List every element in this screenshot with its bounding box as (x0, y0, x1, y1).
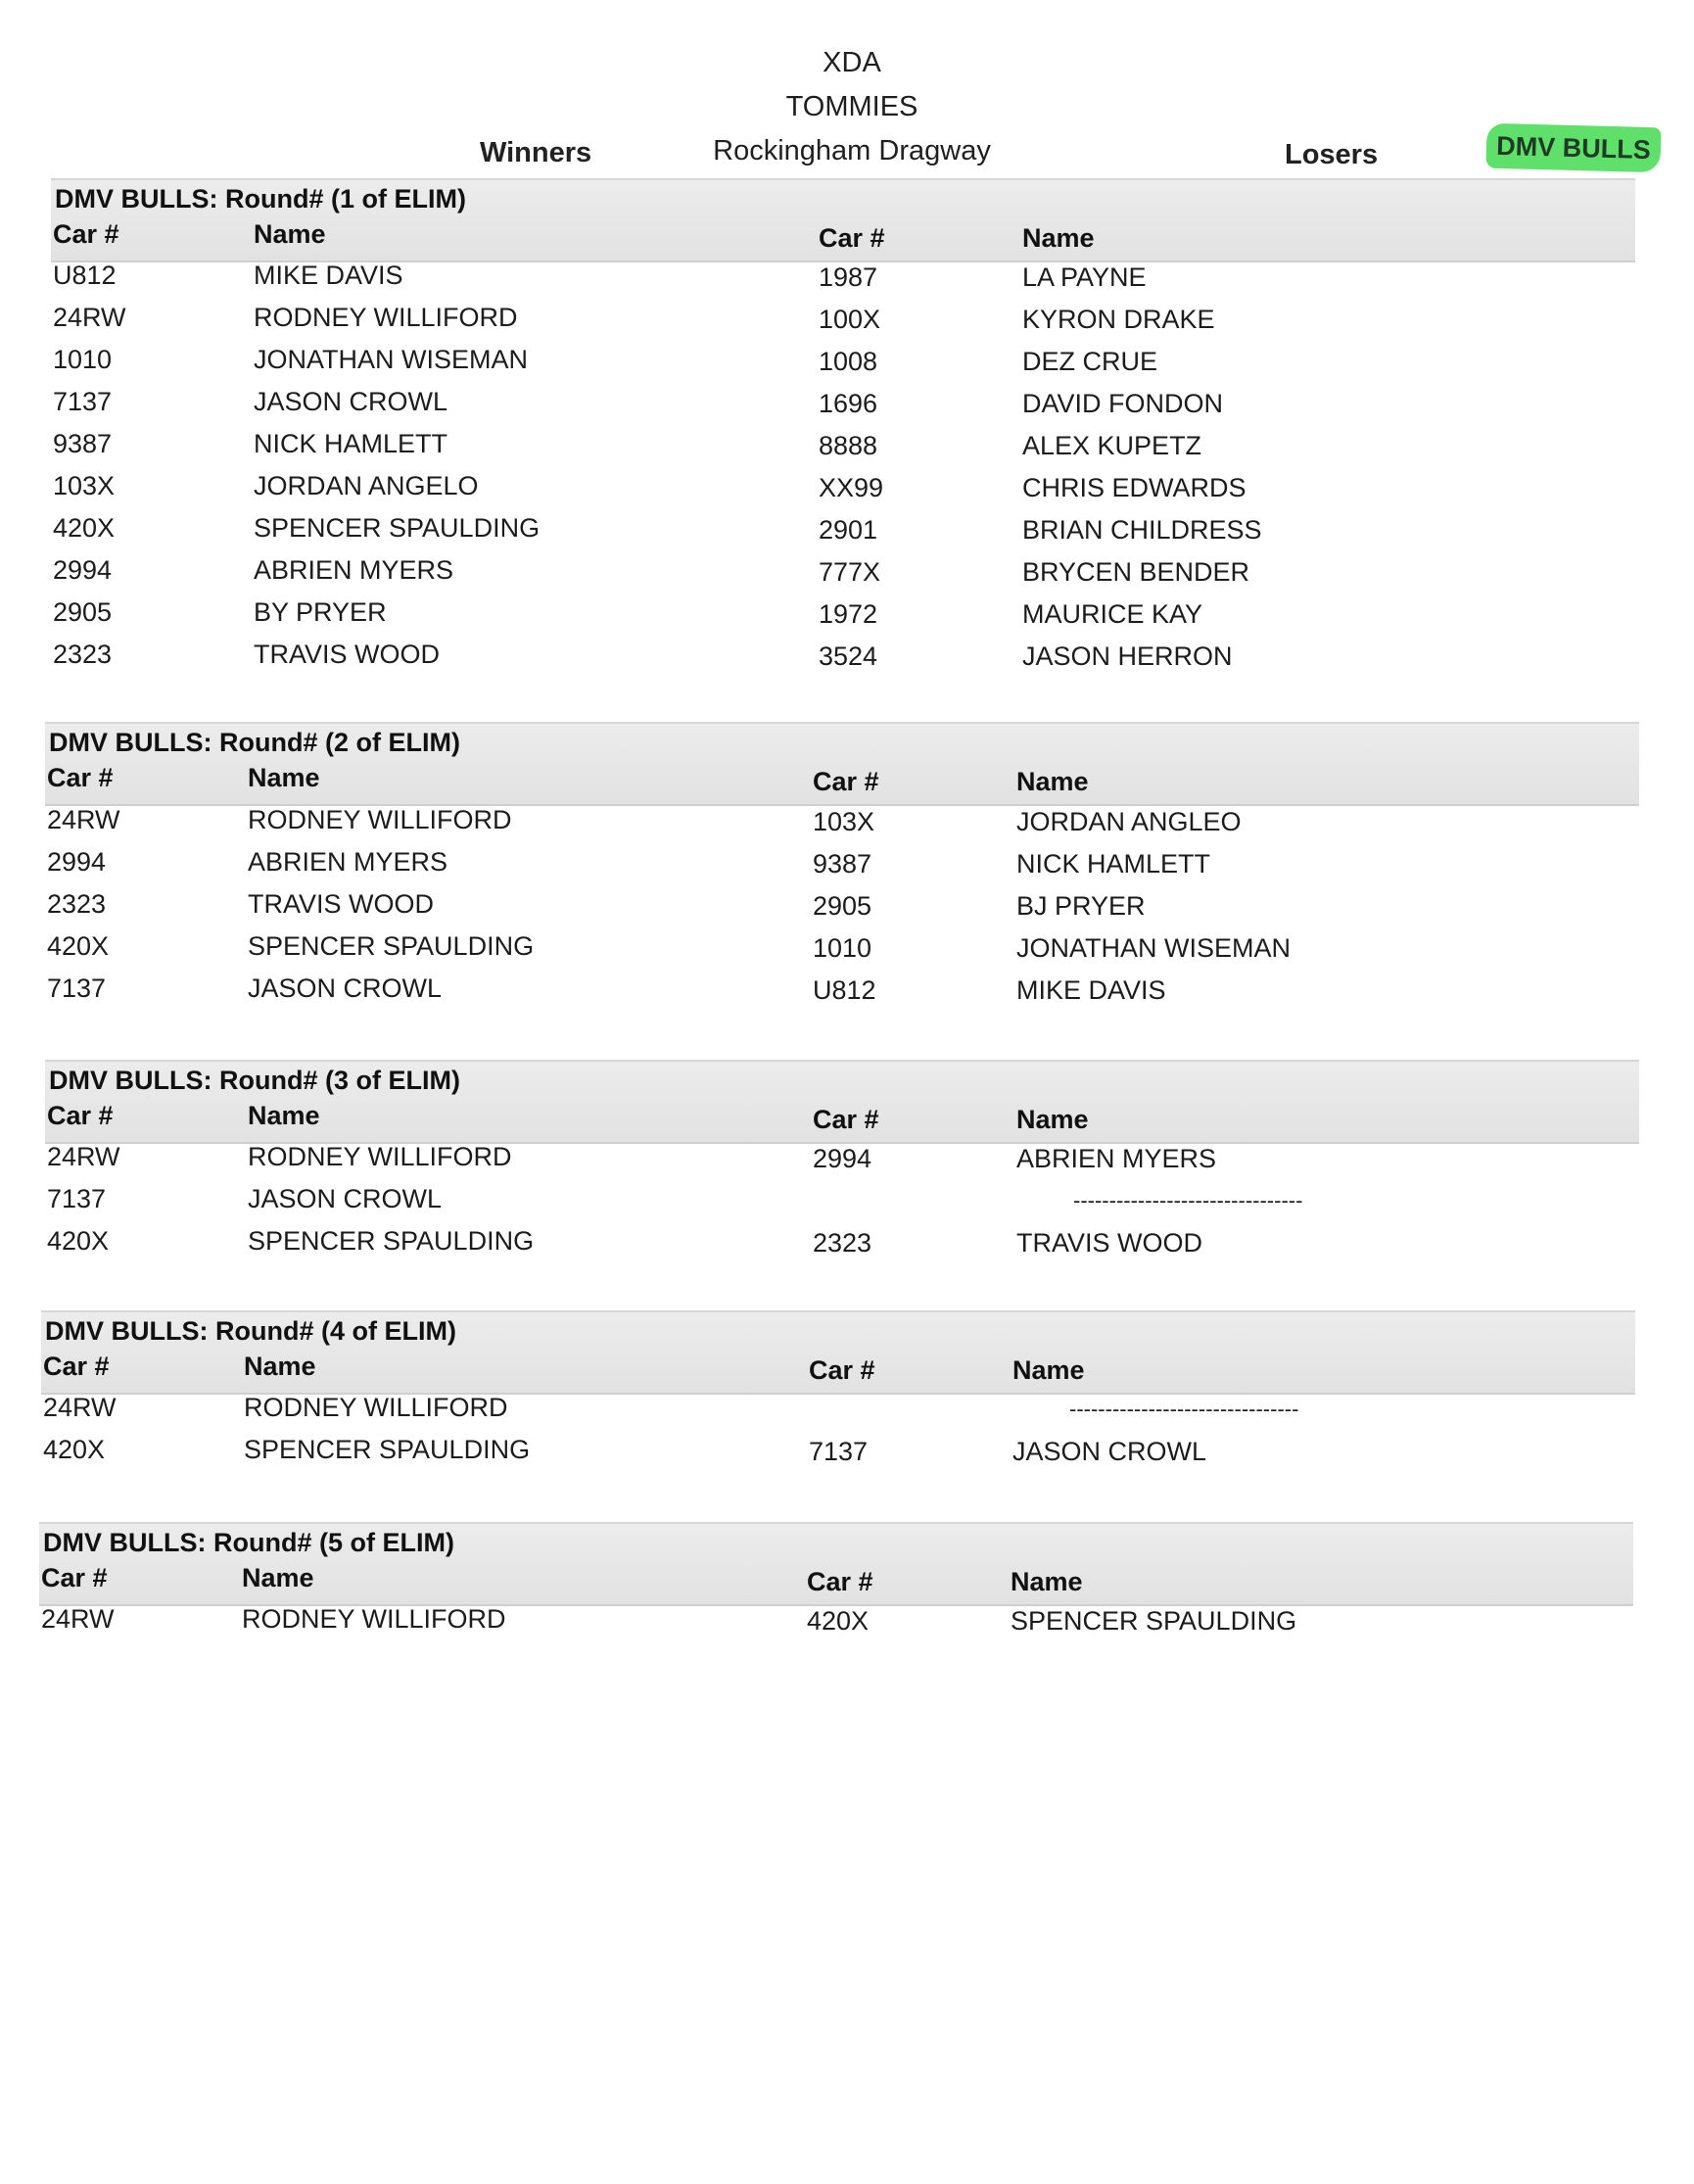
loser-name: CHRIS EDWARDS (1022, 473, 1247, 502)
loser-name: BJ PRYER (1016, 891, 1146, 921)
loser-name: DEZ CRUE (1022, 347, 1158, 376)
winner-name-col-header: Name (242, 1563, 314, 1592)
loser-name: JASON CROWL (1012, 1437, 1207, 1466)
winner-car-number: 1010 (53, 345, 113, 374)
winner-name: JONATHAN WISEMAN (254, 345, 529, 374)
loser-car-number: 2323 (813, 1228, 872, 1258)
loser-car-col-header: Car # (809, 1355, 875, 1385)
loser-name: JASON HERRON (1022, 641, 1233, 671)
loser-car-col-header: Car # (807, 1567, 873, 1596)
loser-name: ALEX KUPETZ (1022, 431, 1202, 460)
loser-car-number: 2901 (819, 515, 878, 545)
winner-car-number: 24RW (53, 303, 126, 332)
round-title: DMV BULLS: Round# (1 of ELIM) (55, 184, 466, 214)
winner-name: RODNEY WILLIFORD (248, 1142, 512, 1171)
winner-name: ABRIEN MYERS (248, 847, 448, 877)
winner-name: ABRIEN MYERS (254, 555, 454, 585)
winner-name: JASON CROWL (248, 1184, 443, 1213)
winner-car-number: 2994 (47, 847, 107, 877)
loser-name: SPENCER SPAULDING (1011, 1606, 1297, 1636)
venue-title: Rockingham Dragway (713, 135, 991, 166)
loser-name: DAVID FONDON (1022, 389, 1224, 418)
round-header-bar (41, 1310, 1635, 1395)
winner-car-number: 420X (47, 931, 110, 961)
winner-name-col-header: Name (254, 219, 326, 249)
winner-name: NICK HAMLETT (254, 429, 448, 458)
loser-car-number: 3524 (819, 641, 878, 671)
winner-name: SPENCER SPAULDING (244, 1435, 531, 1464)
loser-name-col-header: Name (1011, 1567, 1083, 1596)
loser-name-col-header: Name (1016, 1105, 1089, 1134)
winner-car-number: 24RW (47, 1142, 120, 1171)
winner-car-number: U812 (53, 261, 117, 290)
loser-name: NICK HAMLETT (1016, 849, 1211, 878)
org-title: XDA (823, 47, 881, 78)
losers-heading: Losers (1285, 139, 1379, 170)
loser-car-number: 1972 (819, 599, 878, 629)
loser-car-number: 8888 (819, 431, 878, 460)
event-header (607, 41, 1097, 173)
loser-car-number: 420X (807, 1606, 870, 1636)
winner-name: TRAVIS WOOD (248, 889, 435, 919)
loser-car-col-header: Car # (813, 767, 879, 796)
event-title: TOMMIES (785, 91, 918, 122)
winner-name: JASON CROWL (248, 973, 443, 1003)
loser-car-number: U812 (813, 975, 876, 1005)
round-title: DMV BULLS: Round# (4 of ELIM) (45, 1316, 456, 1346)
round-header-bar (45, 1060, 1639, 1144)
loser-car-number: 1008 (819, 347, 878, 376)
winner-name-col-header: Name (244, 1352, 316, 1381)
winner-car-number: 103X (53, 471, 116, 500)
winner-car-col-header: Car # (41, 1563, 108, 1592)
loser-name: BRIAN CHILDRESS (1022, 515, 1262, 545)
loser-car-number: 100X (819, 305, 881, 334)
winner-car-number: 7137 (47, 973, 107, 1003)
winner-name: RODNEY WILLIFORD (254, 303, 518, 332)
round-header-bar (51, 178, 1635, 262)
winner-car-number: 24RW (43, 1393, 117, 1422)
winner-car-col-header: Car # (43, 1352, 110, 1381)
loser-name: TRAVIS WOOD (1016, 1228, 1203, 1258)
bye-placeholder-line: -------------------------------- (1073, 1188, 1303, 1212)
loser-car-number: 9387 (813, 849, 872, 878)
winner-name: JASON CROWL (254, 387, 448, 416)
winner-car-col-header: Car # (47, 763, 114, 792)
winner-car-number: 7137 (53, 387, 113, 416)
round-header-bar (45, 722, 1639, 806)
winner-name: MIKE DAVIS (254, 261, 403, 290)
bye-placeholder-line: -------------------------------- (1069, 1397, 1299, 1421)
winner-name: JORDAN ANGELO (254, 471, 479, 500)
winner-name-col-header: Name (248, 763, 320, 792)
loser-car-number: 103X (813, 807, 875, 836)
winner-name: SPENCER SPAULDING (248, 1226, 535, 1256)
loser-name: JONATHAN WISEMAN (1016, 933, 1292, 963)
winner-name: RODNEY WILLIFORD (244, 1393, 508, 1422)
loser-car-number: 1987 (819, 262, 878, 292)
winner-car-number: 2323 (47, 889, 107, 919)
loser-name: ABRIEN MYERS (1016, 1144, 1217, 1173)
loser-name: KYRON DRAKE (1022, 305, 1215, 334)
winner-name-col-header: Name (248, 1101, 320, 1130)
class-highlight-tag: DMV BULLS (1485, 123, 1661, 173)
loser-name: MAURICE KAY (1022, 599, 1203, 629)
winner-car-number: 7137 (47, 1184, 107, 1213)
winner-name: SPENCER SPAULDING (248, 931, 535, 961)
winner-car-number: 24RW (41, 1604, 115, 1634)
winner-car-number: 420X (43, 1435, 106, 1464)
loser-name: LA PAYNE (1022, 262, 1147, 292)
loser-car-number: 7137 (809, 1437, 869, 1466)
loser-name: MIKE DAVIS (1016, 975, 1166, 1005)
round-header-bar (39, 1522, 1633, 1606)
loser-car-number: 1696 (819, 389, 878, 418)
winner-car-col-header: Car # (53, 219, 119, 249)
loser-name: BRYCEN BENDER (1022, 557, 1250, 587)
winner-car-number: 2994 (53, 555, 113, 585)
loser-car-number: 1010 (813, 933, 872, 963)
loser-car-number: 2905 (813, 891, 872, 921)
winner-car-number: 9387 (53, 429, 113, 458)
winner-car-number: 420X (47, 1226, 110, 1256)
loser-name-col-header: Name (1022, 223, 1095, 253)
loser-car-col-header: Car # (819, 223, 885, 253)
winner-car-col-header: Car # (47, 1101, 114, 1130)
winner-car-number: 24RW (47, 805, 120, 834)
winner-name: RODNEY WILLIFORD (242, 1604, 506, 1634)
loser-car-number: 777X (819, 557, 881, 587)
winners-heading: Winners (480, 137, 592, 168)
loser-name-col-header: Name (1016, 767, 1089, 796)
round-title: DMV BULLS: Round# (3 of ELIM) (49, 1066, 460, 1095)
loser-car-col-header: Car # (813, 1105, 879, 1134)
winner-name: SPENCER SPAULDING (254, 513, 541, 543)
winner-name: BY PRYER (254, 597, 387, 627)
loser-car-number: XX99 (819, 473, 884, 502)
loser-name-col-header: Name (1012, 1355, 1085, 1385)
winner-name: TRAVIS WOOD (254, 640, 441, 669)
loser-name: JORDAN ANGLEO (1016, 807, 1242, 836)
winner-car-number: 2323 (53, 640, 113, 669)
round-title: DMV BULLS: Round# (2 of ELIM) (49, 728, 460, 757)
winner-name: RODNEY WILLIFORD (248, 805, 512, 834)
winner-car-number: 2905 (53, 597, 113, 627)
round-title: DMV BULLS: Round# (5 of ELIM) (43, 1528, 454, 1557)
winner-car-number: 420X (53, 513, 116, 543)
loser-car-number: 2994 (813, 1144, 872, 1173)
